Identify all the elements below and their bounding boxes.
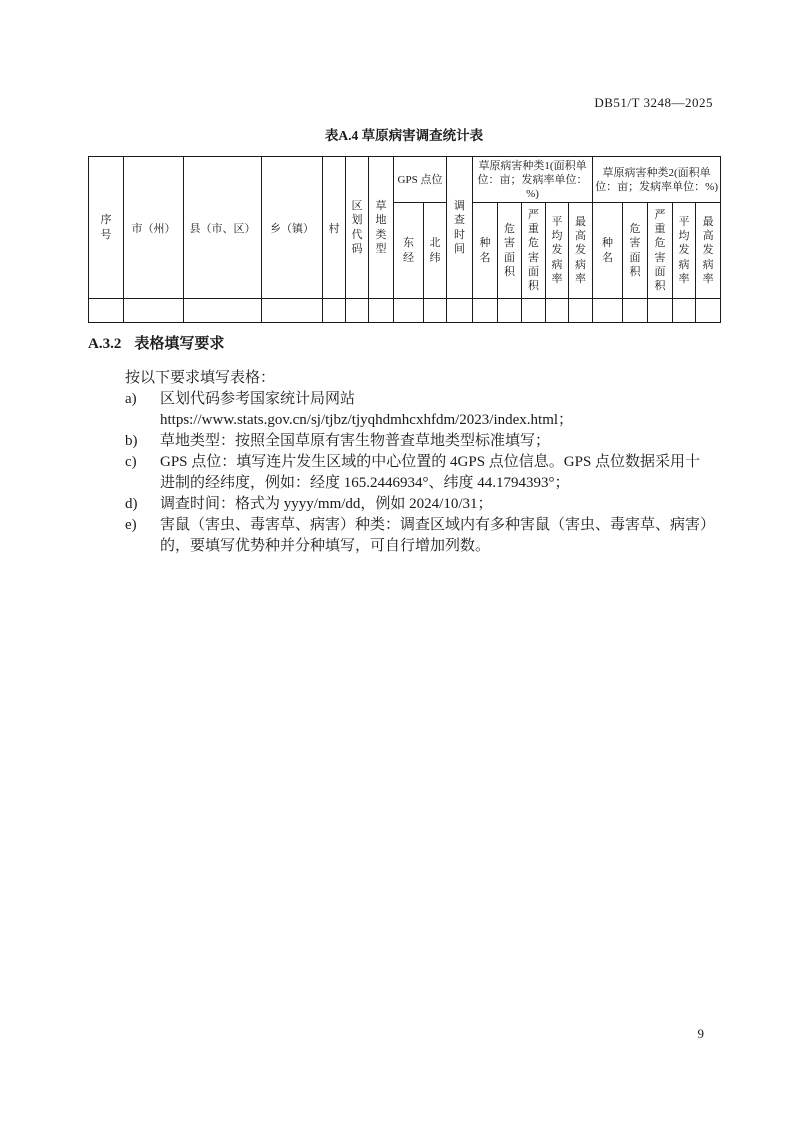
empty-cell [184, 299, 262, 323]
col-header-avg-incidence-1 [546, 203, 569, 299]
list-item-a [125, 389, 712, 431]
list-item-e-text: 害鼠（害虫、毒害草、病害）种类：调查区域内有多种害鼠（害虫、毒害草、病害）的，要填写优势种并分种填写，可自行增加列数。 [160, 517, 708, 554]
section-heading-number: A.3.2 [88, 336, 122, 352]
empty-cell [369, 299, 394, 323]
empty-cell [498, 299, 522, 323]
col-header-damage-area-2-label: 危害面积 [629, 222, 641, 278]
requirements-section [88, 334, 712, 557]
col-header-severe-damage-area-2 [648, 203, 673, 299]
section-intro: 按以下要求填写表格： [125, 370, 276, 386]
col-header-township: 乡（镇） [262, 157, 323, 299]
col-header-east-longitude [394, 203, 424, 299]
col-header-damage-area-1-label: 危害面积 [504, 222, 515, 278]
empty-cell [522, 299, 546, 323]
col-header-survey-time-label: 调查时间 [454, 199, 465, 255]
table-title: 表A.4 草原病害调查统计表 [324, 128, 484, 143]
col-header-city: 市（州） [124, 157, 184, 299]
col-header-division-code-label: 区划代码 [351, 199, 363, 255]
empty-cell [546, 299, 569, 323]
col-header-avg-incidence-2-label: 平均发病率 [678, 215, 690, 285]
col-group-gps: GPS 点位 [394, 157, 447, 203]
col-header-avg-incidence-2 [673, 203, 696, 299]
page-number: 9 [697, 1026, 704, 1041]
list-item-c-label: c) [125, 454, 137, 470]
col-header-north-latitude-label: 北纬 [429, 237, 441, 264]
col-header-species-name-1-label: 种名 [479, 237, 491, 264]
col-header-severe-damage-area-2-label: 严重危害面积 [654, 208, 666, 293]
empty-data-row [89, 299, 721, 323]
list-item-a-url: https://www.stats.gov.cn/sj/tjbz/tjyqhdmhcxhfdm/2023/index.html； [160, 412, 574, 428]
col-header-species-name-2-label: 种名 [602, 237, 614, 264]
col-header-severe-damage-area-1 [522, 203, 546, 299]
empty-cell [473, 299, 498, 323]
col-header-county: 县（市、区） [184, 157, 262, 299]
list-item-c [125, 452, 712, 494]
empty-cell [569, 299, 593, 323]
empty-cell [323, 299, 346, 323]
empty-cell [124, 299, 184, 323]
col-header-north-latitude [424, 203, 447, 299]
list-item-b-text: 草地类型：按照全国草原有害生物普查草地类型标准填写； [160, 433, 551, 449]
list-item-e [125, 515, 712, 557]
col-header-serial-number-label: 序号 [100, 214, 112, 241]
col-header-damage-area-1 [498, 203, 522, 299]
list-item-a-label: a) [125, 391, 137, 407]
col-header-species-name-2 [593, 203, 623, 299]
col-header-village: 村 [323, 157, 346, 299]
empty-cell [648, 299, 673, 323]
col-header-species-name-1 [473, 203, 498, 299]
list-item-d [125, 494, 712, 515]
empty-cell [673, 299, 696, 323]
list-item-b [125, 431, 712, 452]
survey-table [88, 156, 721, 323]
empty-cell [696, 299, 721, 323]
list-item-d-label: d) [125, 496, 138, 512]
section-heading-title: 表格填写要求 [134, 336, 225, 352]
col-header-max-incidence-2-label: 最高发病率 [702, 215, 714, 285]
empty-cell [394, 299, 424, 323]
col-group-disease-type-2: 草原病害种类2(面积单位：亩；发病率单位：%) [593, 157, 721, 203]
col-header-grassland-type [369, 157, 394, 299]
list-item-a-line1: 区划代码参考国家统计局网站 [160, 391, 356, 407]
empty-cell [346, 299, 369, 323]
col-header-max-incidence-1-label: 最高发病率 [575, 215, 587, 285]
col-header-survey-time [447, 157, 473, 299]
col-header-max-incidence-1 [569, 203, 593, 299]
list-item-d-text: 调查时间：格式为 yyyy/mm/dd，例如 2024/10/31； [160, 496, 493, 512]
col-header-grassland-type-label: 草地类型 [375, 199, 387, 255]
col-header-division-code [346, 157, 369, 299]
list-item-a-text [160, 389, 712, 431]
list-item-e-label: e) [125, 517, 137, 533]
col-header-max-incidence-2 [696, 203, 721, 299]
section-heading [88, 334, 712, 355]
list-item-b-label: b) [125, 433, 138, 449]
empty-cell [89, 299, 124, 323]
col-header-severe-damage-area-1-label: 严重危害面积 [528, 208, 539, 293]
col-header-damage-area-2 [623, 203, 648, 299]
col-header-serial-number [89, 157, 124, 299]
empty-cell [623, 299, 648, 323]
standard-code: DB51/T 3248—2025 [594, 95, 713, 110]
empty-cell [262, 299, 323, 323]
col-header-avg-incidence-1-label: 平均发病率 [551, 215, 563, 285]
col-group-disease-type-1: 草原病害种类1(面积单位：亩；发病率单位：%) [473, 157, 593, 203]
empty-cell [424, 299, 447, 323]
empty-cell [593, 299, 623, 323]
col-header-east-longitude-label: 东经 [403, 237, 414, 264]
empty-cell [447, 299, 473, 323]
requirements-list [125, 389, 712, 557]
list-item-c-text: GPS 点位：填写连片发生区域的中心位置的 4GPS 点位信息。GPS 点位数据采用十进制的经纬度，例如：经度 165.2446934°、纬度 44.1794393°； [160, 454, 701, 491]
